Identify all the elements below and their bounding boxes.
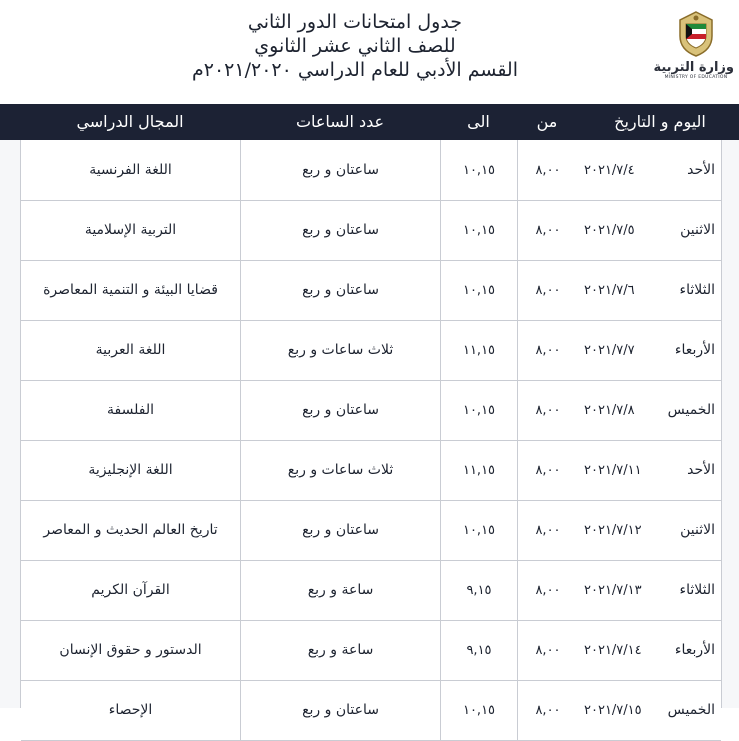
header-day-date: اليوم و التاريخ	[614, 112, 706, 131]
start-time: ٨,٠٠	[535, 462, 561, 478]
duration: ثلاث ساعات و ربع	[241, 320, 441, 380]
start-time: ٨,٠٠	[535, 522, 561, 538]
day-name: الأحد	[687, 462, 715, 478]
start-time: ٨,٠٠	[535, 642, 561, 658]
exam-date: ٢٠٢١/٧/٦	[584, 282, 635, 298]
duration: ثلاث ساعات و ربع	[241, 440, 441, 500]
header-subject: المجال الدراسي	[76, 112, 184, 131]
start-time: ٨,٠٠	[535, 222, 561, 238]
table-row	[21, 380, 721, 441]
day-name: الأحد	[687, 162, 715, 178]
day-name: الثلاثاء	[679, 282, 715, 298]
exam-date: ٢٠٢١/٧/١٢	[584, 522, 642, 538]
table-row	[21, 500, 721, 561]
subject: القرآن الكريم	[21, 560, 241, 620]
end-time: ١٠,١٥	[441, 380, 518, 440]
document-header	[0, 0, 739, 104]
end-time: ١١,١٥	[441, 440, 518, 500]
page-title	[150, 10, 560, 82]
table-row	[21, 440, 721, 501]
exam-date: ٢٠٢١/٧/١٣	[584, 582, 642, 598]
end-time: ٩,١٥	[441, 560, 518, 620]
day-name: الاثنين	[680, 222, 715, 238]
table-row	[21, 320, 721, 381]
day-name: الخميس	[667, 702, 715, 718]
subject: الإحصاء	[21, 680, 241, 740]
table-header	[0, 104, 739, 140]
duration: ساعتان و ربع	[241, 680, 441, 740]
exam-date: ٢٠٢١/٧/٨	[584, 402, 635, 418]
header-hours: عدد الساعات	[295, 112, 385, 131]
duration: ساعة و ربع	[241, 560, 441, 620]
ministry-name-ar: وزارة التربية	[653, 60, 734, 75]
table-body	[20, 140, 722, 718]
day-name: الثلاثاء	[679, 582, 715, 598]
end-time: ١٠,١٥	[441, 140, 518, 200]
end-time: ١٠,١٥	[441, 260, 518, 320]
exam-date: ٢٠٢١/٧/١١	[584, 462, 642, 478]
exam-date: ٢٠٢١/٧/١٤	[584, 642, 642, 658]
exam-date: ٢٠٢١/٧/٧	[584, 342, 635, 358]
day-name: الأربعاء	[674, 342, 715, 358]
duration: ساعتان و ربع	[241, 260, 441, 320]
title-line-1: جدول امتحانات الدور الثاني	[247, 11, 463, 33]
ministry-name-en: MINISTRY OF EDUCATION	[664, 75, 728, 80]
end-time: ١١,١٥	[441, 320, 518, 380]
table-row	[21, 620, 721, 681]
subject: اللغة العربية	[21, 320, 241, 380]
exam-schedule-table	[0, 104, 739, 718]
exam-date: ٢٠٢١/٧/٥	[584, 222, 635, 238]
subject: الدستور و حقوق الإنسان	[21, 620, 241, 680]
end-time: ١٠,١٥	[441, 200, 518, 260]
start-time: ٨,٠٠	[535, 402, 561, 418]
table-row	[21, 260, 721, 321]
duration: ساعتان و ربع	[241, 200, 441, 260]
table-row	[21, 680, 721, 741]
subject: تاريخ العالم الحديث و المعاصر	[21, 500, 241, 560]
duration: ساعتان و ربع	[241, 500, 441, 560]
duration: ساعتان و ربع	[241, 140, 441, 200]
subject: اللغة الفرنسية	[21, 140, 241, 200]
subject: التربية الإسلامية	[21, 200, 241, 260]
header-from: من	[536, 112, 558, 131]
exam-date: ٢٠٢١/٧/١٥	[584, 702, 642, 718]
day-name: الخميس	[667, 402, 715, 418]
start-time: ٨,٠٠	[535, 342, 561, 358]
start-time: ٨,٠٠	[535, 702, 561, 718]
duration: ساعتان و ربع	[241, 380, 441, 440]
kuwait-emblem-icon	[676, 10, 716, 58]
table-row	[21, 140, 721, 201]
subject: اللغة الإنجليزية	[21, 440, 241, 500]
end-time: ١٠,١٥	[441, 500, 518, 560]
day-name: الأربعاء	[674, 642, 715, 658]
table-row	[21, 560, 721, 621]
end-time: ٩,١٥	[441, 620, 518, 680]
start-time: ٨,٠٠	[535, 282, 561, 298]
exam-date: ٢٠٢١/٧/٤	[584, 162, 635, 178]
end-time: ١٠,١٥	[441, 680, 518, 740]
subject: الفلسفة	[21, 380, 241, 440]
ministry-logo	[653, 10, 734, 94]
table-row	[21, 200, 721, 261]
start-time: ٨,٠٠	[535, 162, 561, 178]
start-time: ٨,٠٠	[535, 582, 561, 598]
duration: ساعة و ربع	[241, 620, 441, 680]
day-name: الاثنين	[680, 522, 715, 538]
header-to: الى	[467, 112, 490, 131]
title-line-3: القسم الأدبي للعام الدراسي ٢٠٢١/٢٠٢٠م	[192, 59, 518, 81]
title-line-2: للصف الثاني عشر الثانوي	[254, 35, 456, 57]
subject: قضايا البيئة و التنمية المعاصرة	[21, 260, 241, 320]
